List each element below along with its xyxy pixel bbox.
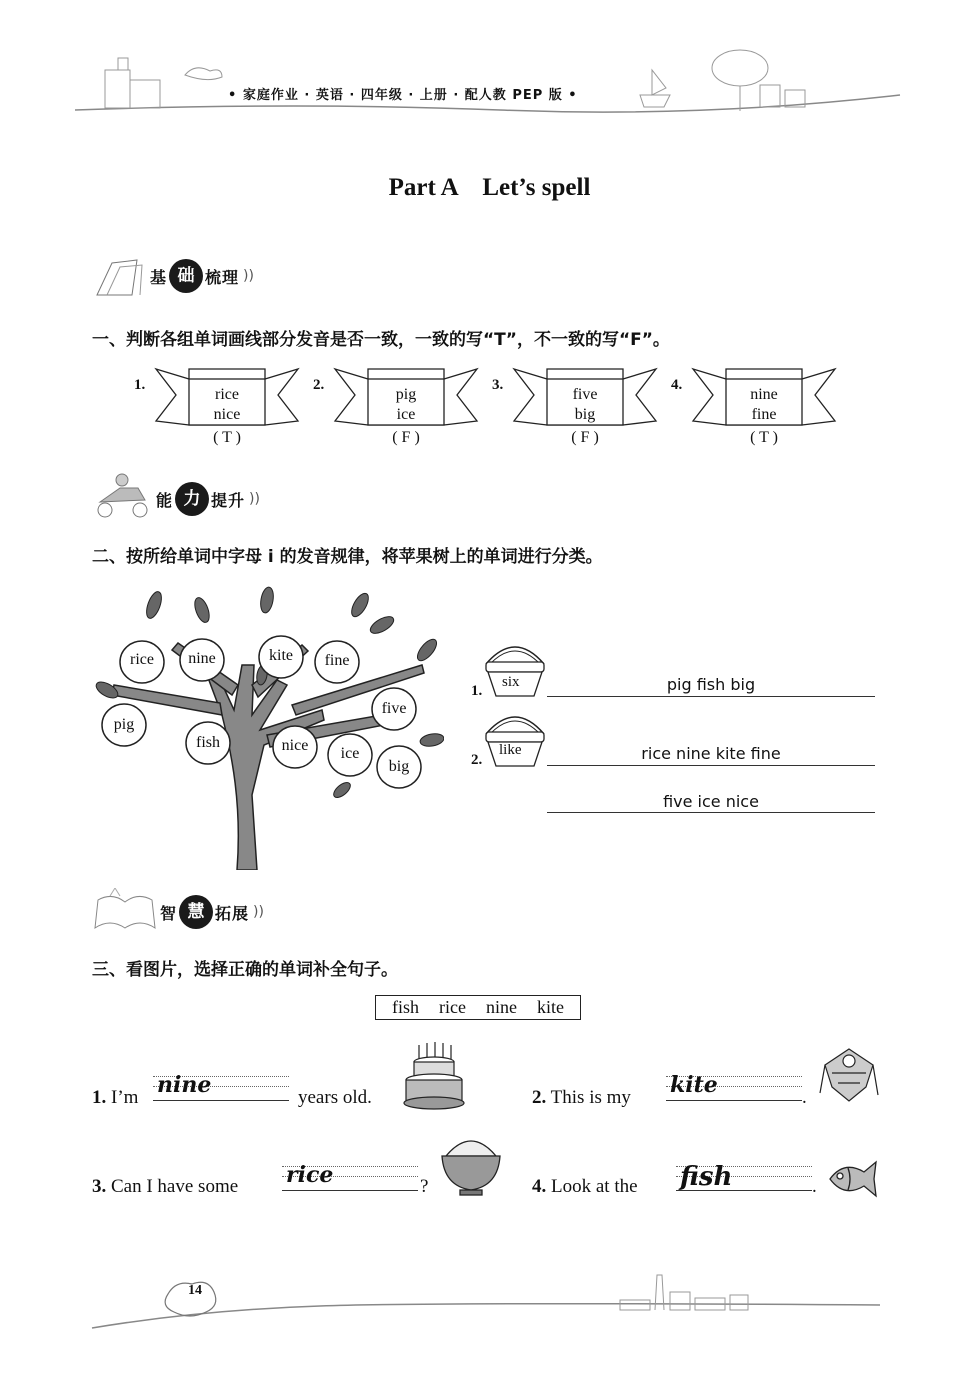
sentence-1-start [92,1087,138,1109]
badge-circle: 慧 [179,895,213,929]
sentence-1-end: years old. [298,1087,372,1108]
answer-line [547,696,875,697]
sentence-text: Can I have some [111,1176,239,1197]
word-bottom: ice [396,406,416,423]
sentence-text: I’m [111,1087,139,1108]
word-bank-item: nine [485,997,517,1017]
page-number: 14 [188,1283,202,1298]
rice-bowl-icon [438,1130,504,1198]
section-badge-wisdom [160,892,264,932]
apple-word: rice [130,651,154,668]
open-book-icon [90,888,160,936]
apple-word: fish [196,734,220,751]
sentence-2-start [532,1087,631,1109]
apple-word: five [381,700,407,717]
handwritten-answer: kite [670,1072,718,1098]
badge-text-2: 拓展 [215,903,250,923]
sentence-number: 4. [532,1176,547,1197]
sentence-number: 2. [532,1087,547,1108]
apple-word: nine [188,650,216,667]
arc-decoration: )) [243,268,254,284]
answer-mark: ( F ) [571,429,599,446]
word-bottom: big [574,406,596,423]
basket-number: 1. [471,683,483,699]
apple-word: big [388,758,410,775]
sentence-4-start [532,1176,638,1198]
word-bank-item: fish [392,997,419,1017]
badge-text-1: 能 [156,490,174,510]
answer-mark: ( T ) [213,429,241,446]
badge-text-2: 梳理 [205,267,240,287]
page-title: Part A Let’s spell [388,174,591,201]
item-number: 3. [492,377,504,393]
answer-mark: ( F ) [392,429,420,446]
word-bottom: fine [751,406,777,423]
books-icon [92,255,152,300]
basket-number: 2. [471,752,483,768]
apple-word: fine [324,652,350,669]
section-badge-ability [156,479,260,519]
answer-mark: ( T ) [750,429,778,446]
sentence-text: Look at the [551,1176,638,1197]
handwritten-answer: rice [286,1162,334,1188]
fill-blank-1 [153,1070,289,1110]
word-bank-item: kite [536,997,564,1017]
fill-blank-4 [676,1160,812,1200]
sentence-3-end: ? [420,1176,429,1197]
badge-text-1: 智 [160,903,178,923]
arc-decoration: )) [249,491,260,507]
word-top: pig [395,386,417,403]
answer-line [547,812,875,813]
apple-word: ice [340,745,360,762]
word-top: rice [215,386,239,403]
item-number: 2. [313,377,325,393]
answer-text: rice nine kite fine [641,744,781,763]
instruction-3: 三、看图片，选择正确的单词补全句子。 [92,960,398,980]
word-bank-item: rice [439,997,466,1017]
item-number: 4. [671,377,683,393]
section-badge-basics [150,256,254,296]
sentence-2-end: . [802,1087,807,1108]
fill-blank-3 [282,1160,418,1200]
item-number: 1. [134,377,146,393]
sentence-number: 3. [92,1176,107,1197]
arc-decoration: )) [253,904,264,920]
banner-4 [671,367,841,446]
answer-text: five ice nice [663,792,759,811]
handwritten-answer: fish [680,1162,733,1192]
apple-word: pig [113,716,135,733]
apple-word: kite [269,647,293,664]
badge-text-1: 基 [150,267,168,287]
sentence-text: This is my [550,1087,631,1108]
word-top: nine [750,386,778,403]
badge-circle: 础 [169,259,203,293]
basket-label: six [502,674,520,690]
banner-3 [492,367,662,446]
badge-circle: 力 [175,482,209,516]
kite-icon [818,1043,880,1111]
instruction-2: 二、按所给单词中字母 i 的发音规律，将苹果树上的单词进行分类。 [92,547,603,567]
badge-text-2: 提升 [211,490,246,510]
footer-decoration [0,1270,979,1340]
instruction-1: 一、判断各组单词画线部分发音是否一致，一致的写“T”，不一致的写“F”。 [92,330,670,350]
banner-2 [313,367,483,446]
word-bank-box [375,995,581,1020]
birthday-cake-icon [401,1040,467,1112]
sentence-4-end: . [812,1176,817,1197]
answer-line [547,765,875,766]
fill-blank-2 [666,1070,802,1110]
banner-1 [134,367,304,446]
fish-icon [824,1158,880,1200]
header-text: • 家庭作业 · 英语 · 四年级 · 上册 · 配人教 PEP 版 • [228,88,578,103]
word-top: five [572,386,598,403]
sentence-number: 1. [92,1087,107,1108]
answer-text: pig fish big [666,675,756,694]
sentence-3-start [92,1176,238,1198]
basket-label: like [499,742,522,758]
handwritten-answer: nine [157,1072,212,1098]
scooter-girl-icon [90,470,155,520]
word-bottom: nice [213,406,241,423]
apple-word: nice [281,737,309,754]
